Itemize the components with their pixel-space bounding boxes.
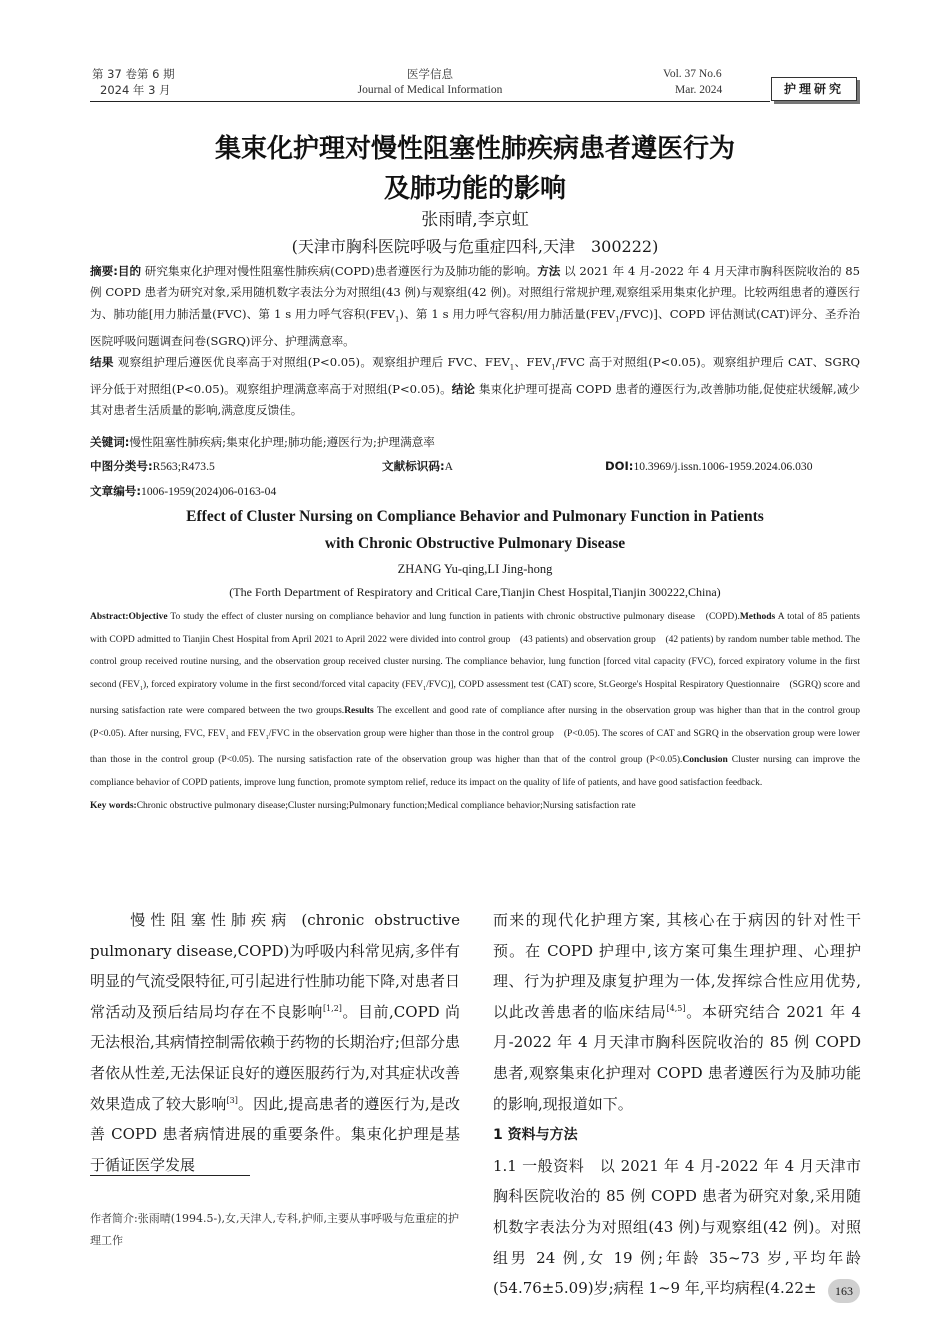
conclusion-zh: 集束化护理可提高 COPD 患者的遵医行为,改善肺功能,促使症状缓解,减少其对患者生活质量的影响,满意度反馈佳。 bbox=[90, 381, 860, 418]
label-doccode: 文献标识码: bbox=[382, 459, 445, 473]
footnote-rule bbox=[90, 1175, 250, 1176]
results-en-c: /FVC in the observation group were higher than those in the control group (P<0.05). The scores of CAT and SGRQ in the observation group were lower than those in the control group (P<0.05). The nursing satisfaction rate of the observation group was higher than that of the control group (P<0.05). bbox=[90, 728, 860, 766]
author-footnote: 作者简介:张雨晴(1994.5-),女,天津人,专科,护师,主要从事呼吸与危重症的护理工作 bbox=[90, 1212, 459, 1247]
methods-en-sub2: 1 bbox=[423, 685, 427, 692]
section-heading-1: 1 资料与方法 bbox=[493, 1127, 578, 1144]
label-article-no: 文章编号: bbox=[90, 484, 142, 498]
label-objective-zh: 目的 bbox=[117, 264, 142, 278]
article-no-value: 1006-1959(2024)06-0163-04 bbox=[141, 485, 277, 498]
abstract-zh bbox=[90, 261, 860, 421]
keywords-zh: 慢性阻塞性肺疾病;集束化护理;肺功能;遵医行为;护理满意率 bbox=[129, 435, 435, 449]
methods-zh-sub1: 1 bbox=[394, 315, 400, 324]
results-zh-sub2: 1 bbox=[551, 363, 556, 372]
affiliation-zh: (天津市胸科医院呼吸与危重症四科,天津 300222) bbox=[291, 237, 659, 256]
label-abstract-en: Abstract: bbox=[90, 612, 129, 622]
abstract-en bbox=[90, 606, 870, 817]
results-zh-c: /FVC 高于对照组(P<0.05)。观察组护理后 CAT、SGRQ 评分低于对照组(P<0.05)。观察组护理满意率高于对照组(P<0.05)。 bbox=[90, 354, 860, 396]
methods-en-c: /FVC)], COPD assessment test (CAT) score, St.George's Hospital Respiratory Questionnaire (SGRQ) score and nursing satisfaction rate were compared between the two groups. bbox=[90, 679, 860, 717]
header-rule bbox=[90, 101, 770, 102]
results-zh-sub1: 1 bbox=[509, 363, 515, 372]
body-right-column bbox=[493, 905, 861, 1304]
body-left-p1-a: 慢性阻塞性肺疾病 (chronic obstructive pulmonary disease,COPD)为呼吸内科常见病,多伴有明显的气流受限特征,可引起进行性肺功能下降,对患者日常活动及预后结局均存在不良影响 bbox=[90, 911, 460, 1021]
conclusion-en: Cluster nursing can improve the compliance behavior of COPD patients, improve lung function, promote symptom relief, reduce its impact on the quality of life of patients, and have good satisfaction feedback. bbox=[90, 755, 860, 788]
results-en-sub2: 1 bbox=[265, 734, 269, 741]
label-abstract-zh: 摘要: bbox=[90, 264, 118, 278]
label-methods-en: Methods bbox=[739, 612, 776, 622]
body-right-p2: 1.1 一般资料 以 2021 年 4 月-2022 年 4 月天津市胸科医院收治的 85 例 COPD 患者为研究对象,采用随机数字表法分为对照组(43 例)与观察组(42 例)。对照组男 24 例,女 19 例;年龄 35~73 岁,平均年龄(54.76±5.09)岁;病程 1~9 年,平均病程(4.22± bbox=[493, 1156, 861, 1298]
doccode-value: A bbox=[444, 460, 453, 473]
body-right-p1-b: 。本研究结合 2021 年 4 月-2022 年 4 月天津市胸科医院收治的 85 例 COPD 患者,观察集束化护理对 COPD 患者遵医行为及肺功能的影响,现报道如下。 bbox=[493, 1002, 861, 1113]
citation-3: [3] bbox=[226, 1095, 238, 1105]
results-en-b: and FEV bbox=[228, 728, 266, 739]
results-en-a: The excellent and good rate of compliance after nursing in the observation group was higher than that in the control group (P<0.05). After nursing, FVC, FEV bbox=[90, 706, 870, 739]
label-clc: 中图分类号: bbox=[90, 459, 153, 473]
article-no-line bbox=[90, 481, 590, 502]
body-left-column bbox=[90, 905, 460, 1180]
results-en-sub1: 1 bbox=[225, 734, 229, 741]
methods-en-b: ), forced expiratory volume in the first second/forced vital capacity (FEV bbox=[143, 679, 424, 690]
label-conclusion-en: Conclusion bbox=[682, 755, 728, 766]
methods-en-a: A total of 85 patients with COPD admitted to Tianjin Chest Hospital from April 2021 to April 2022 were divided into control group (43 patients) and observation group (42 patients) by random number table method. The control group received routine nursing, and the observation group received cluster nursing. The compliance behavior, lung function [forced vital capacity (FVC), forced expiratory volume in the first second (FEV bbox=[90, 612, 860, 690]
methods-zh-c: /FVC)]、COPD 评估测试(CAT)评分、圣乔治医院呼吸问题调查问卷(SGRQ)评分、护理满意率。 bbox=[90, 306, 860, 348]
title-zh-line1: 集束化护理对慢性阻塞性肺疾病患者遵医行为 bbox=[214, 134, 735, 164]
doi-value: 10.3969/j.issn.1006-1959.2024.06.030 bbox=[633, 460, 813, 473]
journal-date-en: Mar. 2024 bbox=[675, 84, 723, 96]
doi-line bbox=[605, 456, 865, 477]
keywords-zh-line bbox=[90, 432, 860, 453]
methods-zh-sub2: 1 bbox=[615, 315, 620, 324]
page-number: 163 bbox=[828, 1279, 860, 1303]
journal-date-zh: 2024 年 3 月 bbox=[100, 83, 171, 97]
section-badge: 护理研究 bbox=[771, 77, 857, 101]
doccode-line bbox=[382, 456, 582, 477]
label-results-en: Results bbox=[344, 706, 374, 717]
clc-value: R563;R473.5 bbox=[152, 460, 215, 473]
label-keywords-en: Key words: bbox=[90, 800, 137, 811]
label-keywords-zh: 关键词: bbox=[90, 435, 130, 449]
keywords-en: Chronic obstructive pulmonary disease;Cluster nursing;Pulmonary function;Medical compliance behavior;Nursing satisfaction rate bbox=[136, 800, 636, 811]
results-zh-b: 、FEV bbox=[514, 354, 552, 369]
body-left-p1-b: 。目前,COPD 尚无法根治,其病情控制需依赖于药物的长期治疗;但部分患者依从性差,无法保证良好的遵医服药行为,对其症状改善效果造成了较大影响 bbox=[90, 1002, 460, 1113]
results-zh-a: 观察组护理后遵医优良率高于对照组(P<0.05)。观察组护理后 FVC、FEV bbox=[117, 354, 510, 369]
journal-volume-en: Vol. 37 No.6 bbox=[663, 68, 722, 80]
title-en-line2: with Chronic Obstructive Pulmonary Disease bbox=[324, 535, 626, 552]
objective-zh: 研究集束化护理对慢性阻塞性肺疾病(COPD)患者遵医行为及肺功能的影响。 bbox=[144, 264, 538, 278]
label-conclusion-zh: 结论 bbox=[451, 381, 476, 396]
methods-zh-a: 以 2021 年 4 月-2022 年 4 月天津市胸科医院收治的 85 例 COPD 患者为研究对象,采用随机数字表法分为对照组(43 例)与观察组(42 例)。对照组行常规护理,观察组采用集束化护理。比较两组患者的遵医行为、肺功能[用力肺活量(FVC)、第 1 s 用力呼气容积(FEV bbox=[90, 264, 861, 321]
label-results-zh: 结果 bbox=[90, 354, 114, 369]
affiliation-en: (The Forth Department of Respiratory and Critical Care,Tianjin Chest Hospital,Tianjin 300222,China) bbox=[229, 585, 721, 599]
journal-volume-zh: 第 37 卷第 6 期 bbox=[92, 67, 175, 81]
citation-1-2: [1,2] bbox=[322, 1003, 342, 1013]
citation-4-5: [4,5] bbox=[666, 1003, 686, 1013]
journal-name-zh: 医学信息 bbox=[407, 67, 453, 81]
methods-en-sub1: 1 bbox=[140, 685, 144, 692]
authors-zh: 张雨晴,李京虹 bbox=[421, 210, 529, 230]
title-en-line1: Effect of Cluster Nursing on Compliance Behavior and Pulmonary Function in Patients bbox=[186, 508, 764, 525]
label-doi: DOI: bbox=[605, 459, 634, 473]
journal-name-en: Journal of Medical Information bbox=[357, 84, 503, 96]
clc-line bbox=[90, 456, 390, 477]
body-left-p1-c: 。因此,提高患者的遵医行为,是改善 COPD 患者病情进展的重要条件。集束化护理是基于循证医学发展 bbox=[90, 1094, 460, 1174]
label-objective-en: Objective bbox=[128, 612, 168, 622]
label-methods-zh: 方法 bbox=[537, 264, 561, 278]
body-right-p1-a: 而来的现代化护理方案, 其核心在于病因的针对性干预。在 COPD 护理中,该方案可集生理护理、心理护理、行为护理及康复护理为一体,发挥综合性应用优势, 以此改善患者的临床结局 bbox=[493, 911, 861, 1021]
methods-zh-b: )、第 1 s 用力呼气容积/用力肺活量(FEV bbox=[399, 306, 616, 321]
objective-en: To study the effect of cluster nursing on compliance behavior and lung function in patients with chronic obstructive pulmonary disease (COPD). bbox=[167, 612, 740, 622]
authors-en: ZHANG Yu-qing,LI Jing-hong bbox=[397, 562, 553, 576]
title-zh-line2: 及肺功能的影响 bbox=[383, 174, 566, 204]
